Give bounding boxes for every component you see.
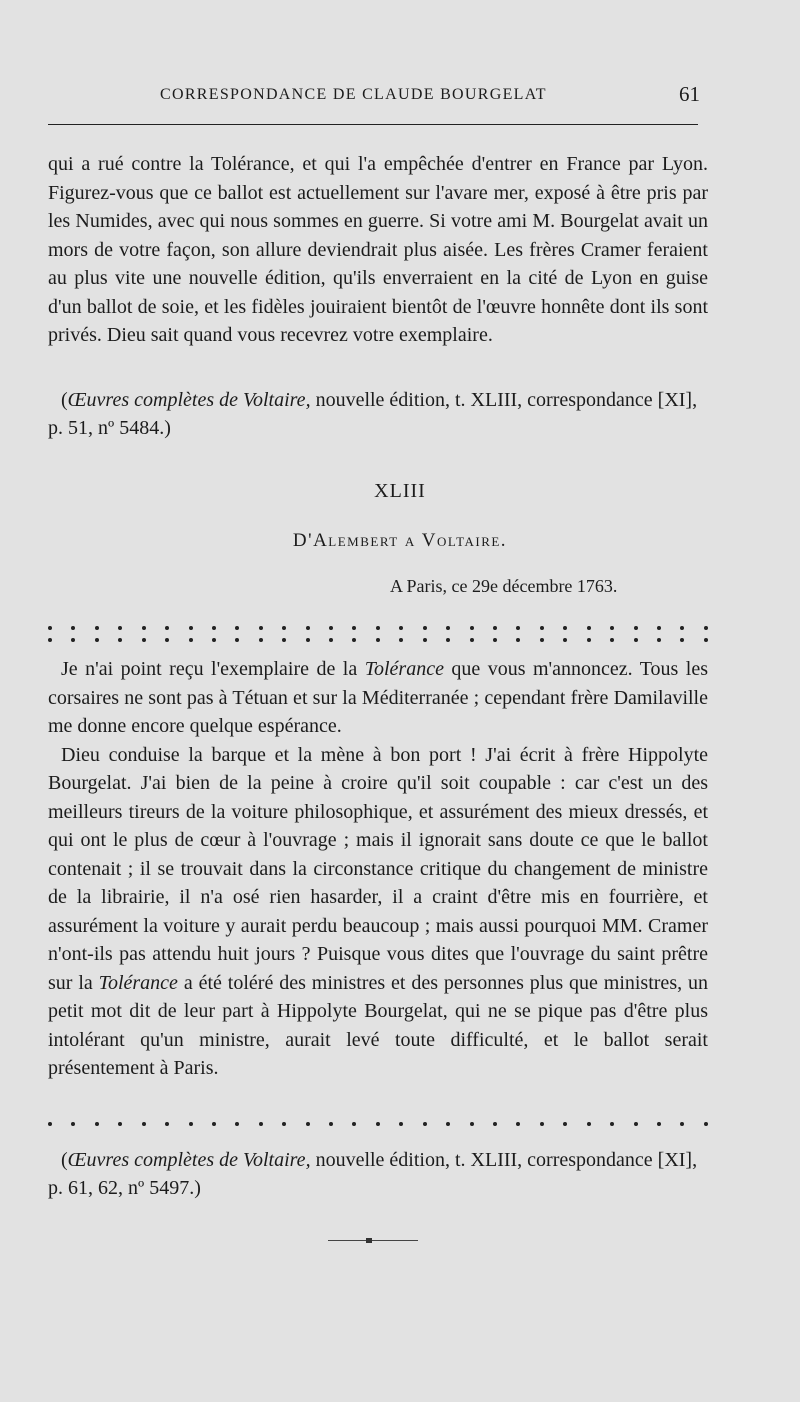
ellipsis-row-2 (48, 634, 708, 646)
letter-paragraph-2: Dieu conduise la barque et la mène à bon port ! J'ai écrit à frère Hippolyte Bourgelat. J'ai bien de la peine à croire qu'il soit coupable : car c'est un des meilleurs tireurs de la voiture philosophique, et assurément des mieux dressés, et qui ont le plus de cœur à l'ouvrage ; mais il ignorait sans doute ce que le ballot contenait ; il se trouvait dans la circonstance critique du changement de ministre de la librairie, il n'a osé rien hasarder, il a craint d'être mis en fourrière, et assurément la voiture y aurait perdu beaucoup ; mais aussi pourquoi MM. Cramer n'ont-ils pas attendu huit jours ? Puisque vous dites que l'ouvrage du saint prêtre sur la Tolérance a été toléré des ministres et des personnes plus que ministres, un petit mot dit de leur part à Hippolyte Bourgelat, qui ne se pique pas d'être plus intolérant qu'un ministre, aurait levé toute difficulté, et le ballot serait présentement à Paris. (48, 743, 708, 1079)
citation-2-open: ( (61, 1149, 68, 1171)
continuation-text-content: qui a rué contre la Tolérance, et qui l'a empêchée d'entrer en France par Lyon. Figurez-vous que ce ballot est actuellement sur l'avare mer, exposé à être pris par les Numides, avec qui nous sommes en guerre. Si votre ami M. Bourgelat avait un mors de votre façon, son allure deviendrait plus aisée. Les frères Cramer feraient au plus vite une nouvelle édition, qu'ils enverraient en la cité de Lyon en guise d'un ballot de soie, et les fidèles jouiraient bientôt de l'œuvre honnête dont ils sont privés. Dieu sait quand vous recevrez votre exemplaire. (48, 153, 708, 346)
citation-1-rest: nouvelle édition, t. XLIII, correspondance [XI], p. 51, nº 5484.) (48, 389, 698, 439)
citation-1-open: ( (61, 389, 68, 411)
end-ornament (328, 1240, 418, 1241)
continuation-text (48, 150, 708, 350)
letter-number: XLIII (374, 480, 426, 502)
ellipsis-row-3 (48, 1118, 708, 1130)
running-title: CORRESPONDANCE DE CLAUDE BOURGELAT (160, 86, 547, 103)
letter-paragraph-1: Je n'ai point reçu l'exemplaire de la Tolérance que vous m'annoncez. Tous les corsaires ne sont pas à Tétuan et sur la Méditerranée ; cependant frère Damilaville me donne encore quelque espérance. (48, 658, 708, 737)
running-header (48, 82, 700, 112)
ellipsis-row-1 (48, 622, 708, 634)
letter-place-date: A Paris, ce 29e décembre 1763. (390, 576, 618, 596)
letter-heading: D'Alembert a Voltaire. (292, 530, 508, 551)
continuation-paragraph (48, 150, 708, 350)
citation-2-rest: nouvelle édition, t. XLIII, correspondance [XI], p. 61, 62, nº 5497.) (48, 1149, 698, 1199)
header-rule (48, 124, 698, 125)
letter-body (48, 655, 708, 1083)
citation-2-work: Œuvres complètes de Voltaire, (67, 1149, 311, 1171)
citation-1 (48, 386, 708, 442)
citation-1-work: Œuvres complètes de Voltaire, (67, 389, 311, 411)
page-number: 61 (679, 82, 700, 106)
citation-2 (48, 1146, 708, 1202)
